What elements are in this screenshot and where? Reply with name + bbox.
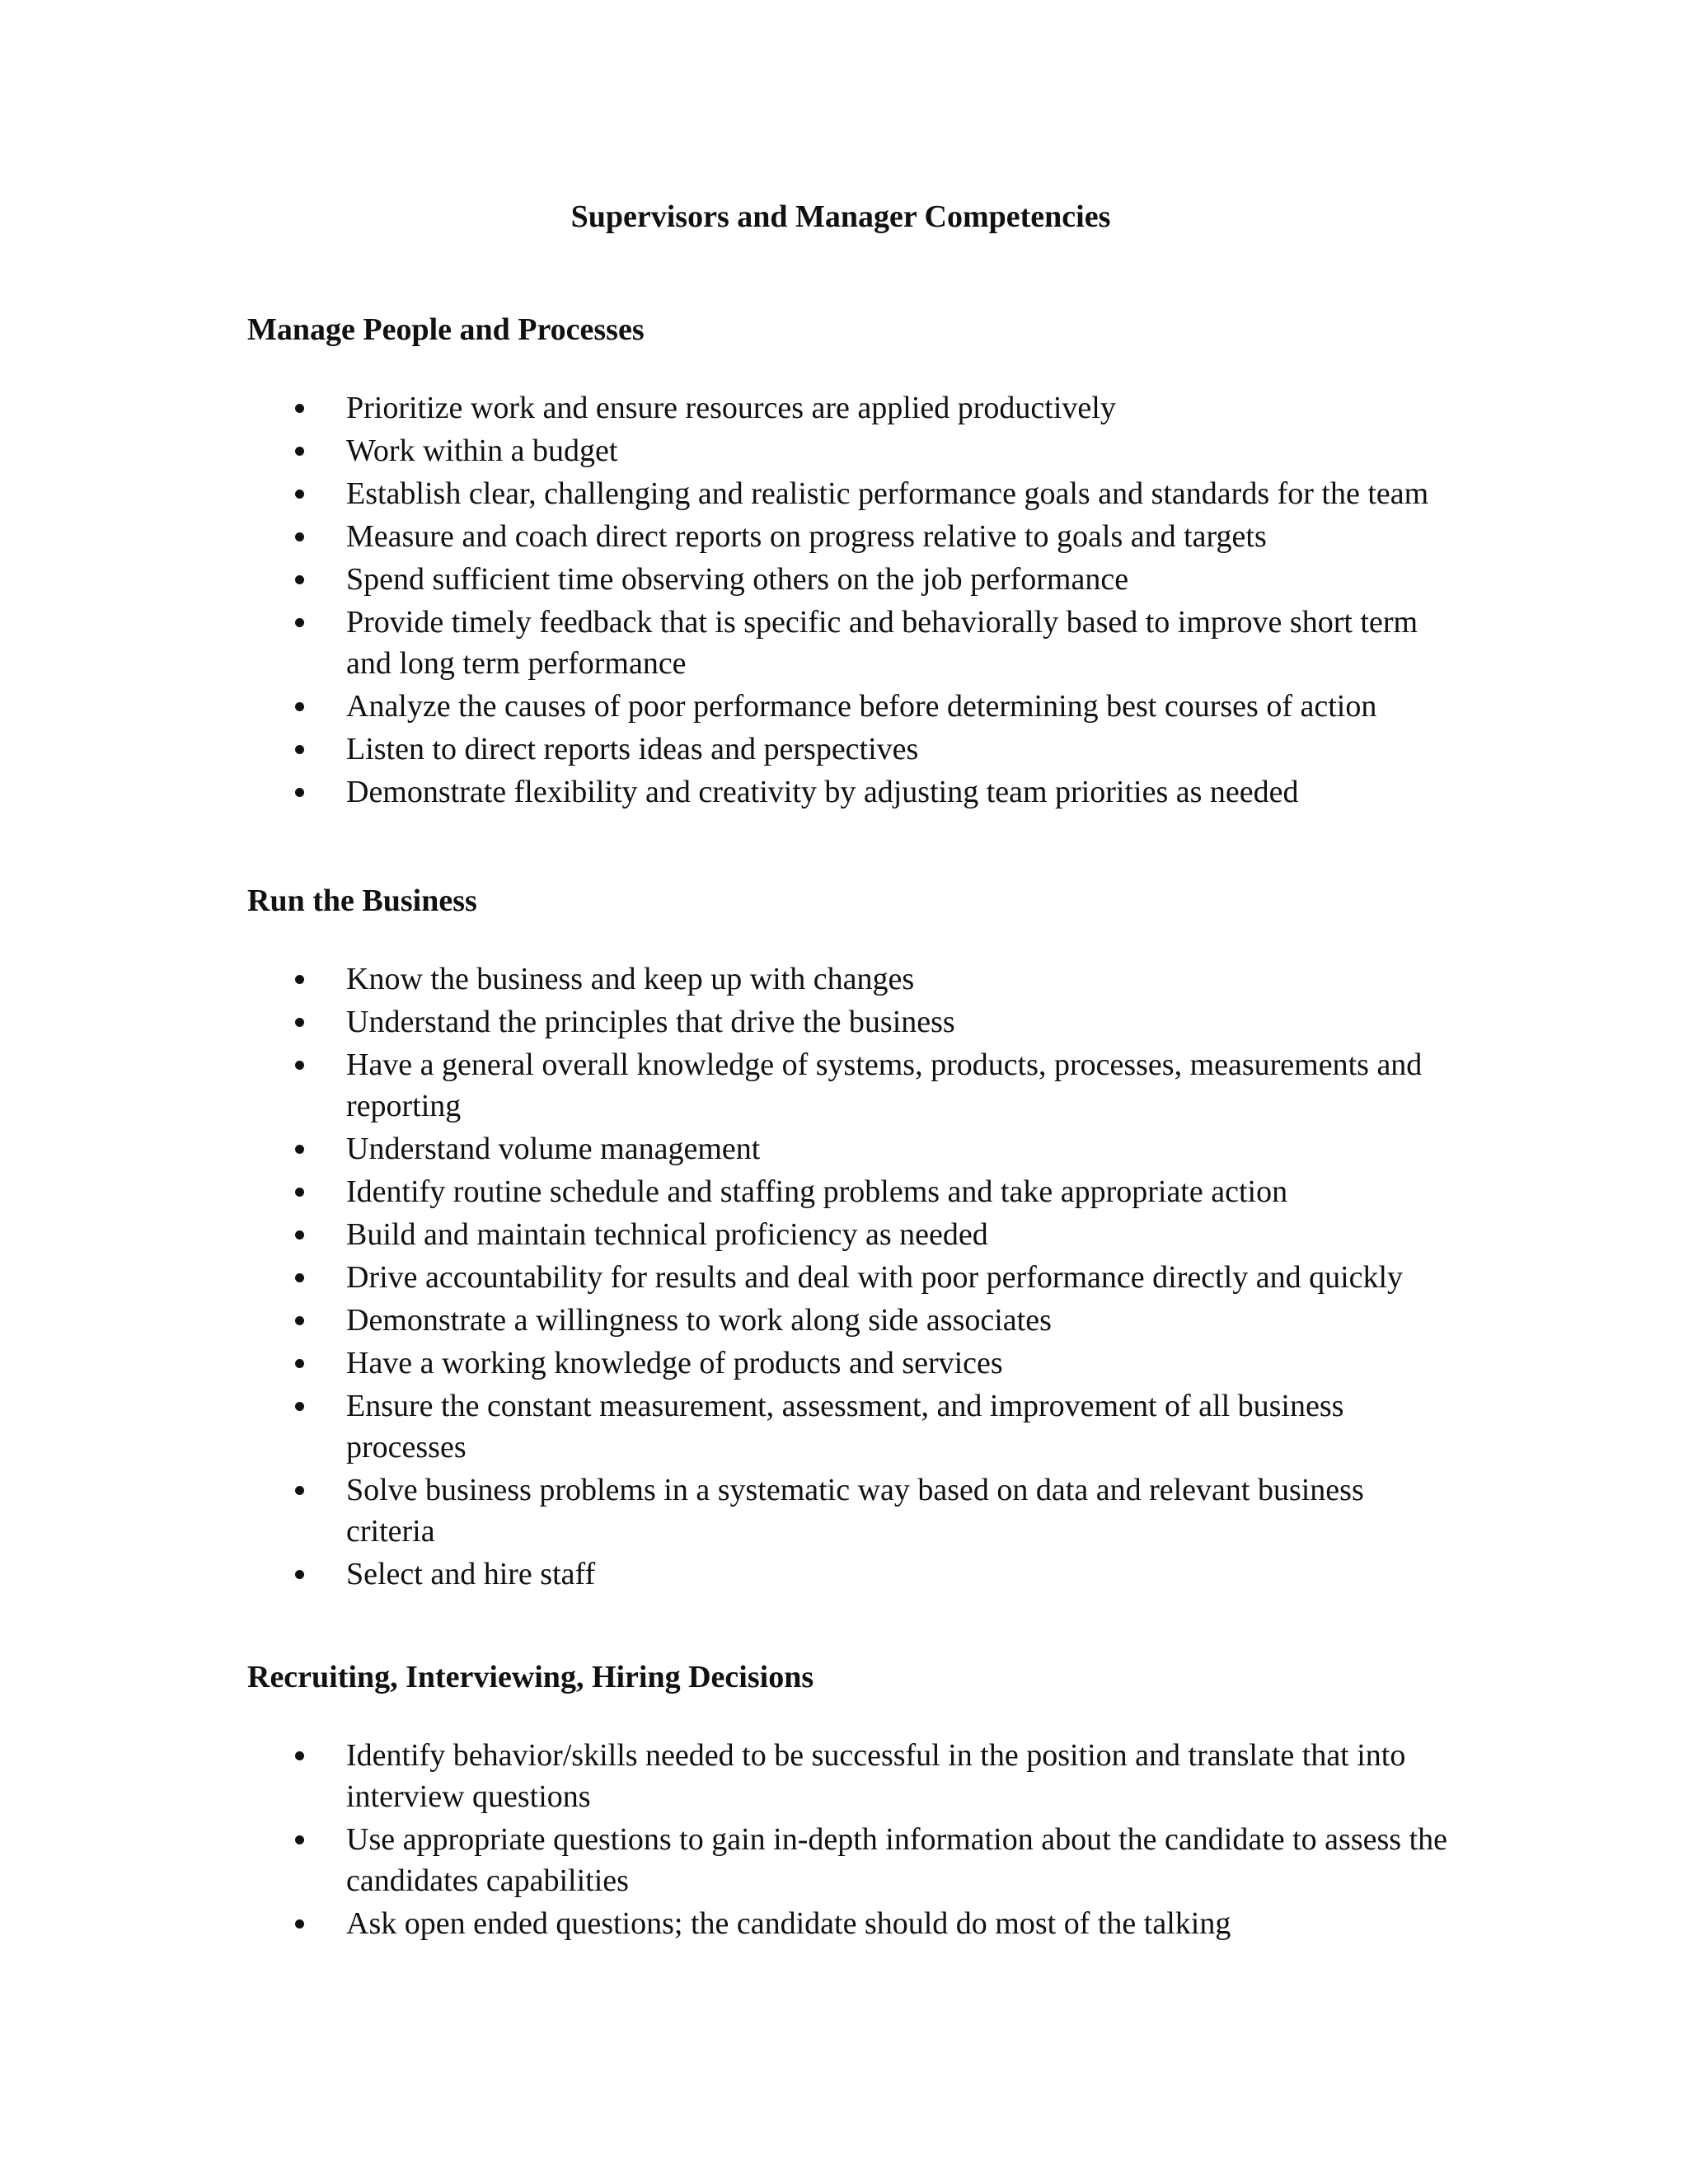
bullet-icon bbox=[295, 1835, 304, 1844]
list-item: Ask open ended questions; the candidate should do most of the talking bbox=[247, 1903, 1451, 1944]
section-heading-recruiting: Recruiting, Interviewing, Hiring Decisions bbox=[247, 1660, 814, 1694]
list-item: Solve business problems in a systematic way based on data and relevant business criteria bbox=[247, 1469, 1451, 1552]
list-item: Identify routine schedule and staffing problems and take appropriate action bbox=[247, 1171, 1451, 1212]
list-item: Prioritize work and ensure resources are applied productively bbox=[247, 387, 1451, 429]
list-item: Have a working knowledge of products and services bbox=[247, 1343, 1451, 1384]
bullet-icon bbox=[295, 404, 304, 413]
section-heading-run-business: Run the Business bbox=[247, 883, 477, 918]
list-item: Understand the principles that drive the business bbox=[247, 1001, 1451, 1043]
bullet-icon bbox=[295, 1570, 304, 1579]
list-item: Build and maintain technical proficiency as needed bbox=[247, 1214, 1451, 1255]
list-item: Select and hire staff bbox=[247, 1554, 1451, 1595]
bullet-list-recruiting bbox=[247, 1735, 1451, 1946]
list-item: Understand volume management bbox=[247, 1128, 1451, 1169]
bullet-icon bbox=[295, 1273, 304, 1282]
list-item: Listen to direct reports ideas and perspectives bbox=[247, 729, 1451, 770]
list-item: Demonstrate flexibility and creativity by adjusting team priorities as needed bbox=[247, 771, 1451, 813]
bullet-icon bbox=[295, 975, 304, 984]
bullet-icon bbox=[295, 490, 304, 499]
list-item: Measure and coach direct reports on progress relative to goals and targets bbox=[247, 516, 1451, 557]
bullet-icon bbox=[295, 788, 304, 797]
list-item: Know the business and keep up with changes bbox=[247, 958, 1451, 1000]
list-item: Demonstrate a willingness to work along side associates bbox=[247, 1300, 1451, 1341]
bullet-icon bbox=[295, 1061, 304, 1070]
bullet-list-manage-people bbox=[247, 387, 1451, 814]
bullet-list-run-business bbox=[247, 958, 1451, 1596]
bullet-icon bbox=[295, 1145, 304, 1154]
bullet-icon bbox=[295, 745, 304, 754]
bullet-icon bbox=[295, 1018, 304, 1027]
list-item: Have a general overall knowledge of systems, products, processes, measurements and reporting bbox=[247, 1044, 1451, 1127]
document-title: Supervisors and Manager Competencies bbox=[570, 199, 1111, 234]
bullet-icon bbox=[295, 447, 304, 456]
list-item: Ensure the constant measurement, assessment, and improvement of all business processes bbox=[247, 1385, 1451, 1468]
bullet-icon bbox=[295, 1919, 304, 1929]
bullet-icon bbox=[295, 1188, 304, 1197]
bullet-icon bbox=[295, 1486, 304, 1495]
bullet-icon bbox=[295, 1402, 304, 1411]
list-item: Drive accountability for results and deal with poor performance directly and quickly bbox=[247, 1257, 1451, 1298]
list-item: Establish clear, challenging and realistic performance goals and standards for the team bbox=[247, 473, 1451, 514]
bullet-icon bbox=[295, 575, 304, 584]
list-item: Spend sufficient time observing others on the job performance bbox=[247, 559, 1451, 600]
bullet-icon bbox=[295, 618, 304, 627]
bullet-icon bbox=[295, 1751, 304, 1760]
list-item: Work within a budget bbox=[247, 430, 1451, 471]
bullet-icon bbox=[295, 532, 304, 541]
bullet-icon bbox=[295, 702, 304, 711]
section-heading-manage-people: Manage People and Processes bbox=[247, 312, 645, 347]
bullet-icon bbox=[295, 1359, 304, 1368]
list-item: Provide timely feedback that is specific and behaviorally based to improve short term and long term performance bbox=[247, 602, 1451, 684]
bullet-icon bbox=[295, 1316, 304, 1325]
bullet-icon bbox=[295, 1230, 304, 1240]
list-item: Identify behavior/skills needed to be successful in the position and translate that into interview questions bbox=[247, 1735, 1451, 1817]
list-item: Analyze the causes of poor performance before determining best courses of action bbox=[247, 686, 1451, 727]
list-item: Use appropriate questions to gain in-depth information about the candidate to assess the candidates capabilities bbox=[247, 1819, 1451, 1901]
